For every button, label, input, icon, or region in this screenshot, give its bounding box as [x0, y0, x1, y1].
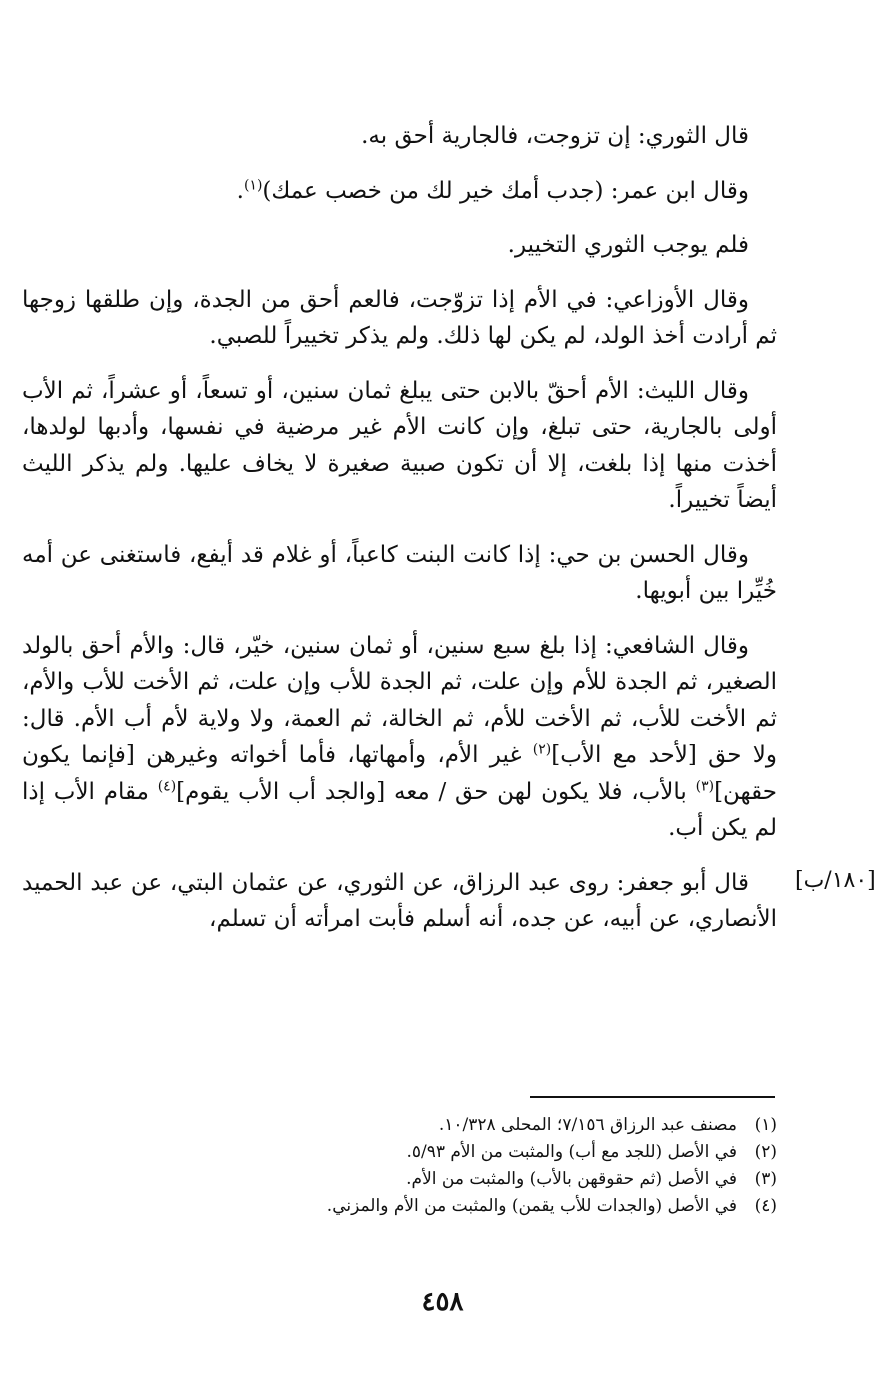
paragraph-text: مقام الأب إذا لم يكن أب.	[22, 778, 777, 841]
footnote-reference: (٢)	[532, 741, 552, 758]
footnote	[150, 1112, 777, 1139]
paragraph	[22, 118, 777, 155]
paragraph-text: وقال الحسن بن حي: إذا كانت البنت كاعباً، أو غلام قد أيفع، فاستغنى عن أمه خُيِّرا بين أبويها.	[22, 541, 777, 604]
footnote-number: (٤)	[754, 1196, 777, 1216]
paragraph-text: قال أبو جعفر: روى عبد الرزاق، عن الثوري، عن عثمان البتي، عن عبد الحميد الأنصاري، عن أبيه، عن جده، أنه أسلم فأبت امرأته أن تسلم،	[22, 869, 777, 932]
footnote	[150, 1166, 777, 1193]
footnote-number: (٢)	[754, 1142, 777, 1162]
footnote-text: في الأصل (للجد مع أب) والمثبت من الأم ٥/٩٣.	[406, 1142, 737, 1162]
footnote-number: (٣)	[754, 1169, 777, 1189]
paragraph-text: وقال ابن عمر: (جدب أمك خير لك من خصب عمك)	[262, 177, 749, 204]
paragraph	[22, 537, 777, 610]
footnote-text: في الأصل (ثم حقوقهن بالأب) والمثبت من الأم.	[406, 1169, 737, 1189]
paragraph-text: وقال الأوزاعي: في الأم إذا تزوّجت، فالعم أحق من الجدة، وإن طلقها زوجها ثم أرادت أخذ الولد، لم يكن لها ذلك. ولم يذكر تخييراً للصبي.	[22, 286, 777, 349]
footnote-number: (١)	[754, 1115, 777, 1135]
paragraph-text: وقال الليث: الأم أحقّ بالابن حتى يبلغ ثمان سنين، أو تسعاً، أو عشراً، ثم الأب أولى بالجارية، حتى تبلغ، وإن كانت الأم غير مرضية في نفسها، وأدبها لولدها، أخذت منها إذا بلغت، إلا أن تكون صبية صغيرة لا يخاف عليها. ولم يذكر الليث أيضاً تخييراً.	[22, 377, 777, 513]
paragraph-text: بالأب، فلا يكون لهن حق / معه [والجد أب الأب يقوم]	[176, 778, 696, 805]
paragraph-text: فلم يوجب الثوري التخيير.	[507, 232, 749, 258]
footnote-separator	[530, 1096, 775, 1098]
footnote-reference: (٣)	[695, 777, 715, 794]
paragraph	[22, 282, 777, 355]
paragraph	[22, 628, 777, 847]
paragraph	[22, 373, 777, 519]
footnote-reference: (٤)	[157, 777, 177, 794]
footnote	[150, 1193, 777, 1220]
paragraph	[22, 227, 777, 264]
paragraph-text: قال الثوري: إن تزوجت، فالجارية أحق به.	[361, 123, 749, 149]
page-number: ٤٥٨	[421, 1287, 464, 1317]
footnote-text: مصنف عبد الرزاق ٧/١٥٦؛ المحلى ١٠/٣٢٨.	[438, 1115, 737, 1135]
paragraph-text: وقال الشافعي: إذا بلغ سبع سنين، أو ثمان سنين، خيّر، قال: والأم أحق بالولد الصغير، ثم الجدة للأم وإن علت، ثم الجدة للأب وإن علت، ثم الأخت للأب والأم، ثم الأخت للأب، ثم الأخت للأم، ثم الخالة، ثم العمة، ولا ولاية لأم أب الأم. قال: ولا حق [لأحد مع الأب]	[22, 632, 777, 768]
footnote-text: في الأصل (والجدات للأب يقمن) والمثبت من الأم والمزني.	[326, 1196, 737, 1216]
footnotes	[150, 1112, 777, 1220]
footnote-reference: (١)	[243, 176, 263, 193]
paragraph	[22, 173, 777, 210]
paragraph	[22, 865, 777, 938]
margin-manuscript-reference: [١٨٠/ب]	[795, 868, 876, 893]
main-text	[22, 118, 777, 938]
paragraph-text: .	[236, 177, 244, 204]
paragraph-text: غير الأم، وأمهاتها، فأما أخواته وغيرهن [فإنما يكون حقهن]	[22, 742, 777, 805]
footnote	[150, 1139, 777, 1166]
